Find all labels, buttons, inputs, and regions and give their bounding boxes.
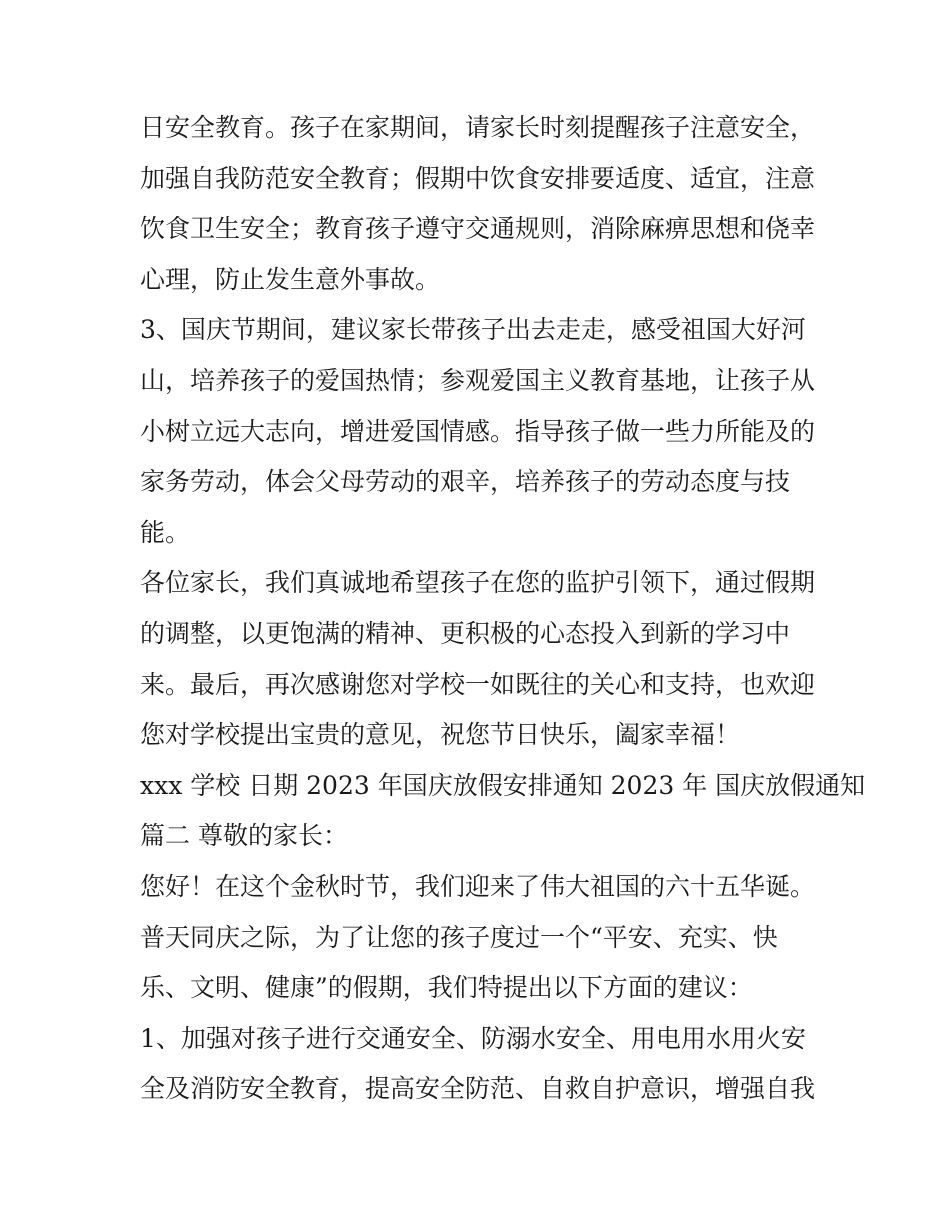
text-line: 您对学校提出宝贵的意见，祝您节日快乐，阖家幸福！ bbox=[140, 720, 741, 750]
text-line: 全及消防安全教育，提高安全防范、自救自护意识，增强自我 bbox=[140, 1074, 816, 1104]
text-line: 饮食卫生安全；教育孩子遵守交通规则，消除麻痹思想和侥幸 bbox=[140, 214, 816, 244]
text-line: 家务劳动，体会父母劳动的艰辛，培养孩子的劳动态度与技 bbox=[140, 467, 791, 497]
text-line: 日安全教育。孩子在家期间，请家长时刻提醒孩子注意安全， bbox=[140, 113, 816, 142]
text-line: 篇二 尊敬的家长： bbox=[140, 821, 348, 851]
text-line: 您好！在这个金秋时节，我们迎来了伟大祖国的六十五华诞。 bbox=[140, 871, 816, 901]
text-line: 小树立远大志向，增进爱国情感。指导孩子做一些力所能及的 bbox=[140, 416, 816, 446]
text-line: 1、加强对孩子进行交通安全、防溺水安全、用电用水用火安 bbox=[140, 1023, 806, 1053]
text-line: 来。最后，再次感谢您对学校一如既往的关心和支持，也欢迎 bbox=[140, 669, 816, 699]
text-line: 乐、文明、健康”的假期，我们特提出以下方面的建议： bbox=[140, 973, 753, 1003]
text-line: 3、国庆节期间，建议家长带孩子出去走走，感受祖国大好河 bbox=[140, 315, 806, 345]
text-line: 心理，防止发生意外事故。 bbox=[140, 264, 441, 294]
text-line: 普天同庆之际，为了让您的孩子度过一个“平安、充实、快 bbox=[140, 922, 778, 952]
text-line: 能。 bbox=[140, 517, 191, 547]
text-line: 各位家长，我们真诚地希望孩子在您的监护引领下，通过假期 bbox=[140, 568, 816, 598]
document-body bbox=[140, 103, 866, 1115]
text-line: 的调整，以更饱满的精神、更积极的心态投入到新的学习中 bbox=[140, 618, 791, 648]
text-line: 加强自我防范安全教育；假期中饮食安排要适度、适宜，注意 bbox=[140, 163, 816, 193]
text-line: 山，培养孩子的爱国热情；参观爱国主义教育基地，让孩子从 bbox=[140, 365, 816, 395]
text-line: xxx 学校 日期 2023 年国庆放假安排通知 2023 年 国庆放假通知 bbox=[140, 770, 866, 800]
